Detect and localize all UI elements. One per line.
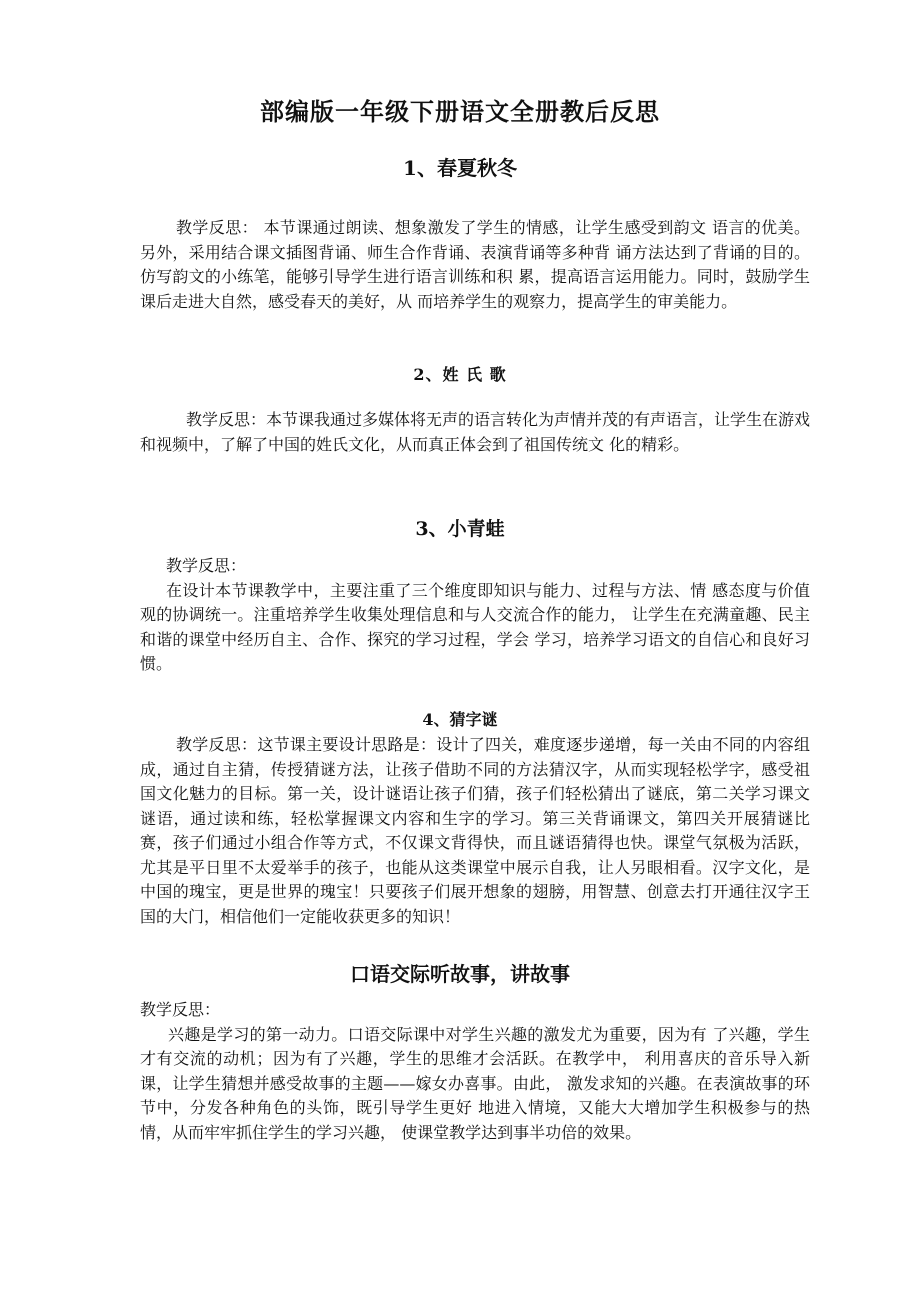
section-body	[140, 733, 810, 929]
section-body	[140, 998, 810, 1145]
section-heading: 2、姓 氏 歌	[413, 365, 507, 384]
paragraph: 兴趣是学习的第一动力。口语交际课中对学生兴趣的激发尤为重要，因为有 了兴趣，学生才有交流的动机；因为有了兴趣，学生的思维才会活跃。在教学中， 利用喜庆的音乐导入新课，让学生猜想并感受故事的主题——嫁女办喜事。由此， 激发求知的兴趣。在表演故事的环节中，分发各种角色的头饰，既引导学生更好 地进入情境，又能大大增加学生积极参与的热情，从而牢牢抓住学生的学习兴趣， 使课堂教学达到事半功倍的效果。	[140, 1024, 810, 1142]
document-title: 部编版一年级下册语文全册教后反思	[260, 97, 660, 126]
paragraph: 教学反思：	[166, 556, 247, 575]
section-body	[140, 216, 810, 314]
paragraph: 教学反思：	[140, 1000, 221, 1019]
section-heading: 口语交际听故事，讲故事	[350, 962, 570, 986]
section-heading: 4、猜字谜	[422, 710, 498, 729]
section-heading: 3、小青蛙	[415, 518, 505, 540]
paragraph: 教学反思：这节课主要设计思路是：设计了四关，难度逐步递增，每一关由不同的内容组成，通过自主猜，传授猜谜方法，让孩子借助不同的方法猜汉字，从而实现轻松学字，感受祖国文化魅力的目标。第一关，设计谜语让孩子们猜，孩子们轻松猜出了谜底，第二关学习课文谜语，通过读和练，轻松掌握课文内容和生字的学习。第三关背诵课文，第四关开展猜谜比赛，孩子们通过小组合作等方式，不仅课文背得快，而且谜语猜得也快。课堂气氛极为活跃，尤其是平日里不太爱举手的孩子，也能从这类课堂中展示自我，让人另眼相看。汉字文化，是中国的瑰宝，更是世界的瑰宝！只要孩子们展开想象的翅膀，用智慧、创意去打开通往汉字王国的大门，相信他们一定能收获更多的知识！	[140, 735, 810, 926]
section-body	[140, 554, 810, 677]
paragraph: 教学反思：本节课我通过多媒体将无声的语言转化为声情并茂的有声语言，让学生在游戏和视频中，了解了中国的姓氏文化，从而真正体会到了祖国传统文 化的精彩。	[140, 410, 811, 454]
section-heading: 1、春夏秋冬	[403, 156, 517, 180]
paragraph: 教学反思： 本节课通过朗读、想象激发了学生的情感，让学生感受到韵文 语言的优美。另外，采用结合课文插图背诵、师生合作背诵、表演背诵等多种背 诵方法达到了背诵的目的。仿写韵文的小练笔，能够引导学生进行语言训练和积 累，提高语言运用能力。同时，鼓励学生课后走进大自然，感受春天的美好，从 而培养学生的观察力，提高学生的审美能力。	[140, 218, 810, 311]
section-body	[140, 408, 810, 457]
paragraph: 在设计本节课教学中，主要注重了三个维度即知识与能力、过程与方法、情 感态度与价值观的协调统一。注重培养学生收集处理信息和与人交流合作的能力， 让学生在充满童趣、民主和谐的课堂中经历自主、合作、探究的学习过程，学会 学习，培养学习语文的自信心和良好习惯。	[140, 580, 810, 673]
